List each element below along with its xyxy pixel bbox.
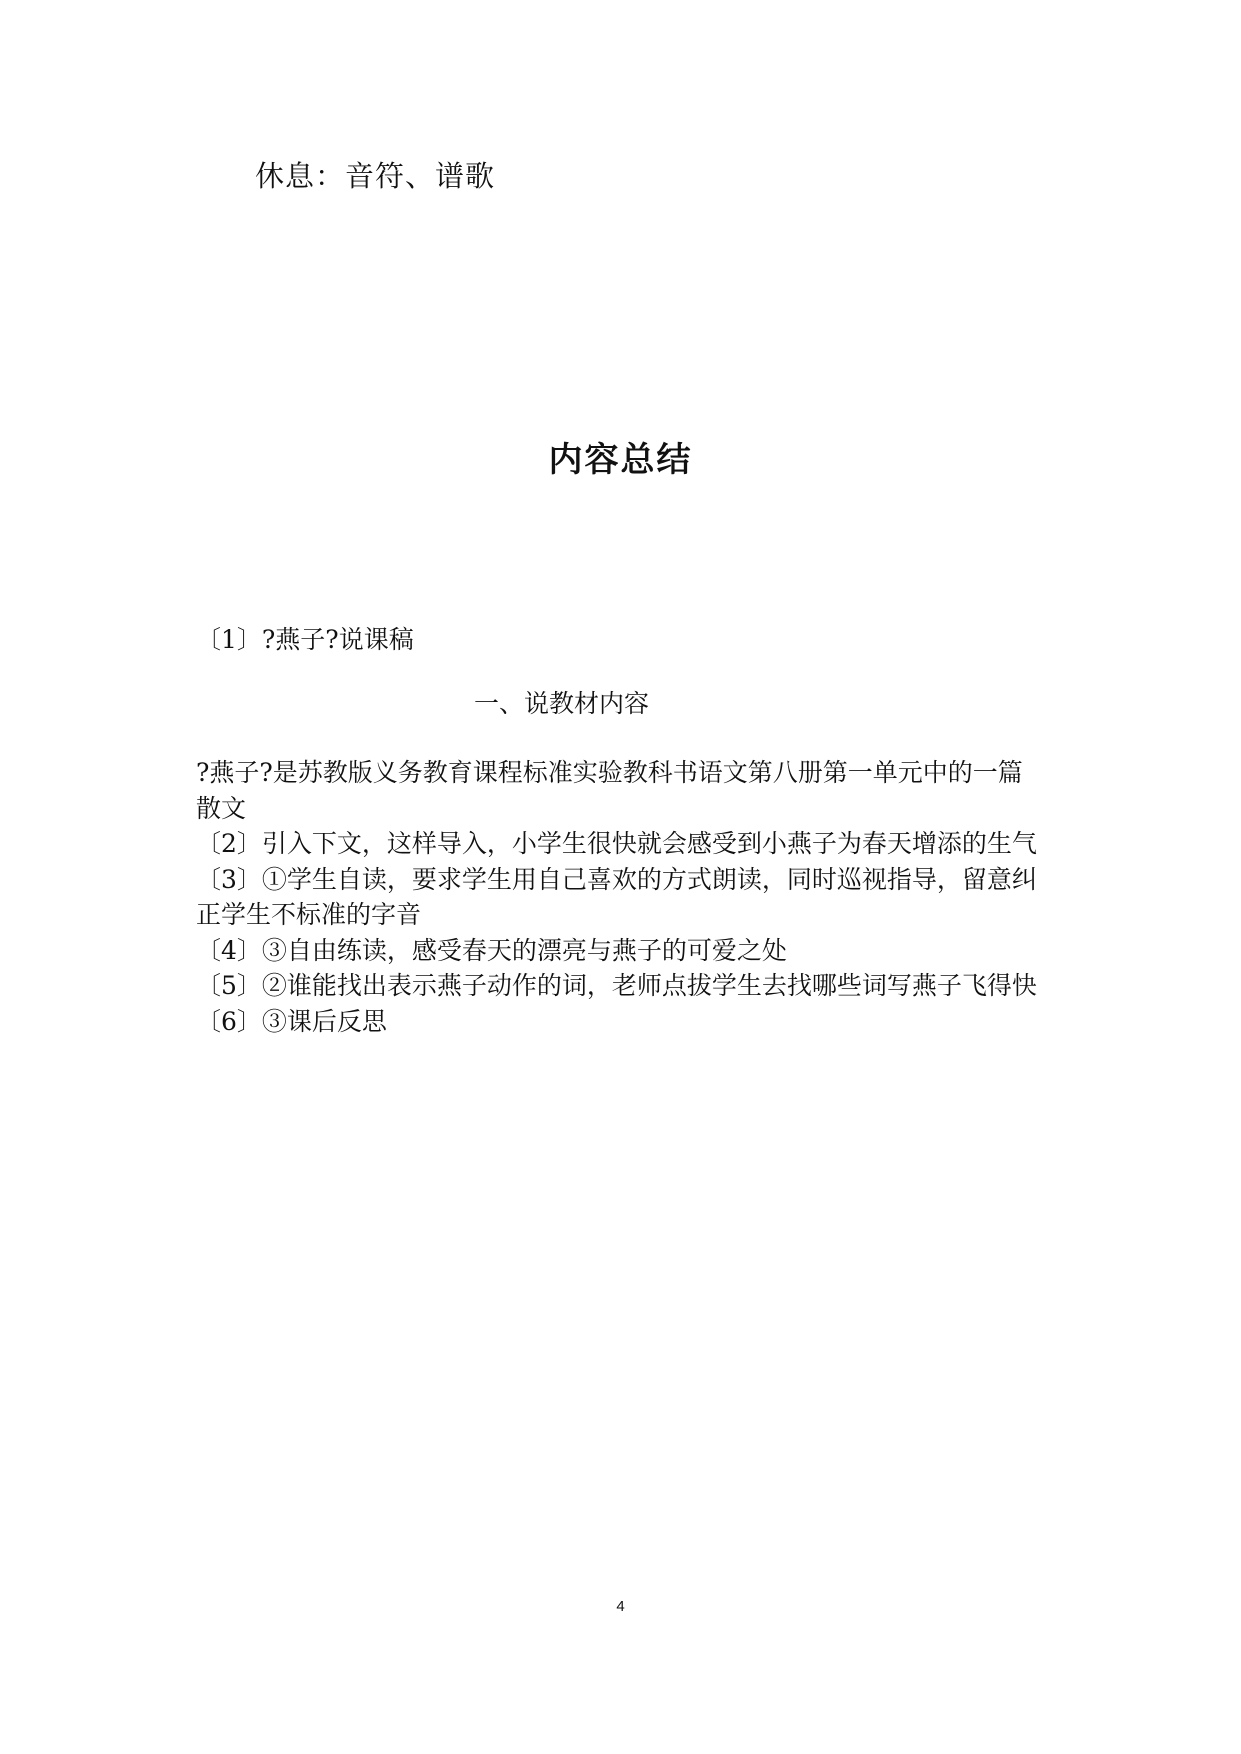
page-number: 4 [616, 1598, 625, 1615]
paragraph-3: 〔3〕①学生自读，要求学生用自己喜欢的方式朗读，同时巡视指导，留意纠正学生不标准的字音 [196, 864, 1037, 929]
paragraph-5: 〔5〕②谁能找出表示燕子动作的词，老师点拔学生去找哪些词写燕子飞得快 [196, 971, 1037, 1000]
summary-title: 内容总结 [548, 440, 693, 480]
summary-body [196, 755, 1046, 1039]
section-heading: 一、说教材内容 [474, 689, 650, 718]
paragraph-2: 〔2〕引入下文，这样导入，小学生很快就会感受到小燕子为春天增添的生气 [196, 829, 1037, 858]
paragraph-6: 〔6〕③课后反思 [196, 1006, 387, 1036]
paragraph-intro: ?燕子?是苏教版义务教育课程标准实验教科书语文第八册第一单元中的一篇散文 [196, 758, 1023, 823]
paragraph-4: 〔4〕③自由练读，感受春天的漂亮与燕子的可爱之处 [196, 935, 787, 965]
document-heading: 〔1〕?燕子?说课稿 [196, 625, 414, 654]
rest-note: 休息：音符、谱歌 [255, 159, 496, 193]
